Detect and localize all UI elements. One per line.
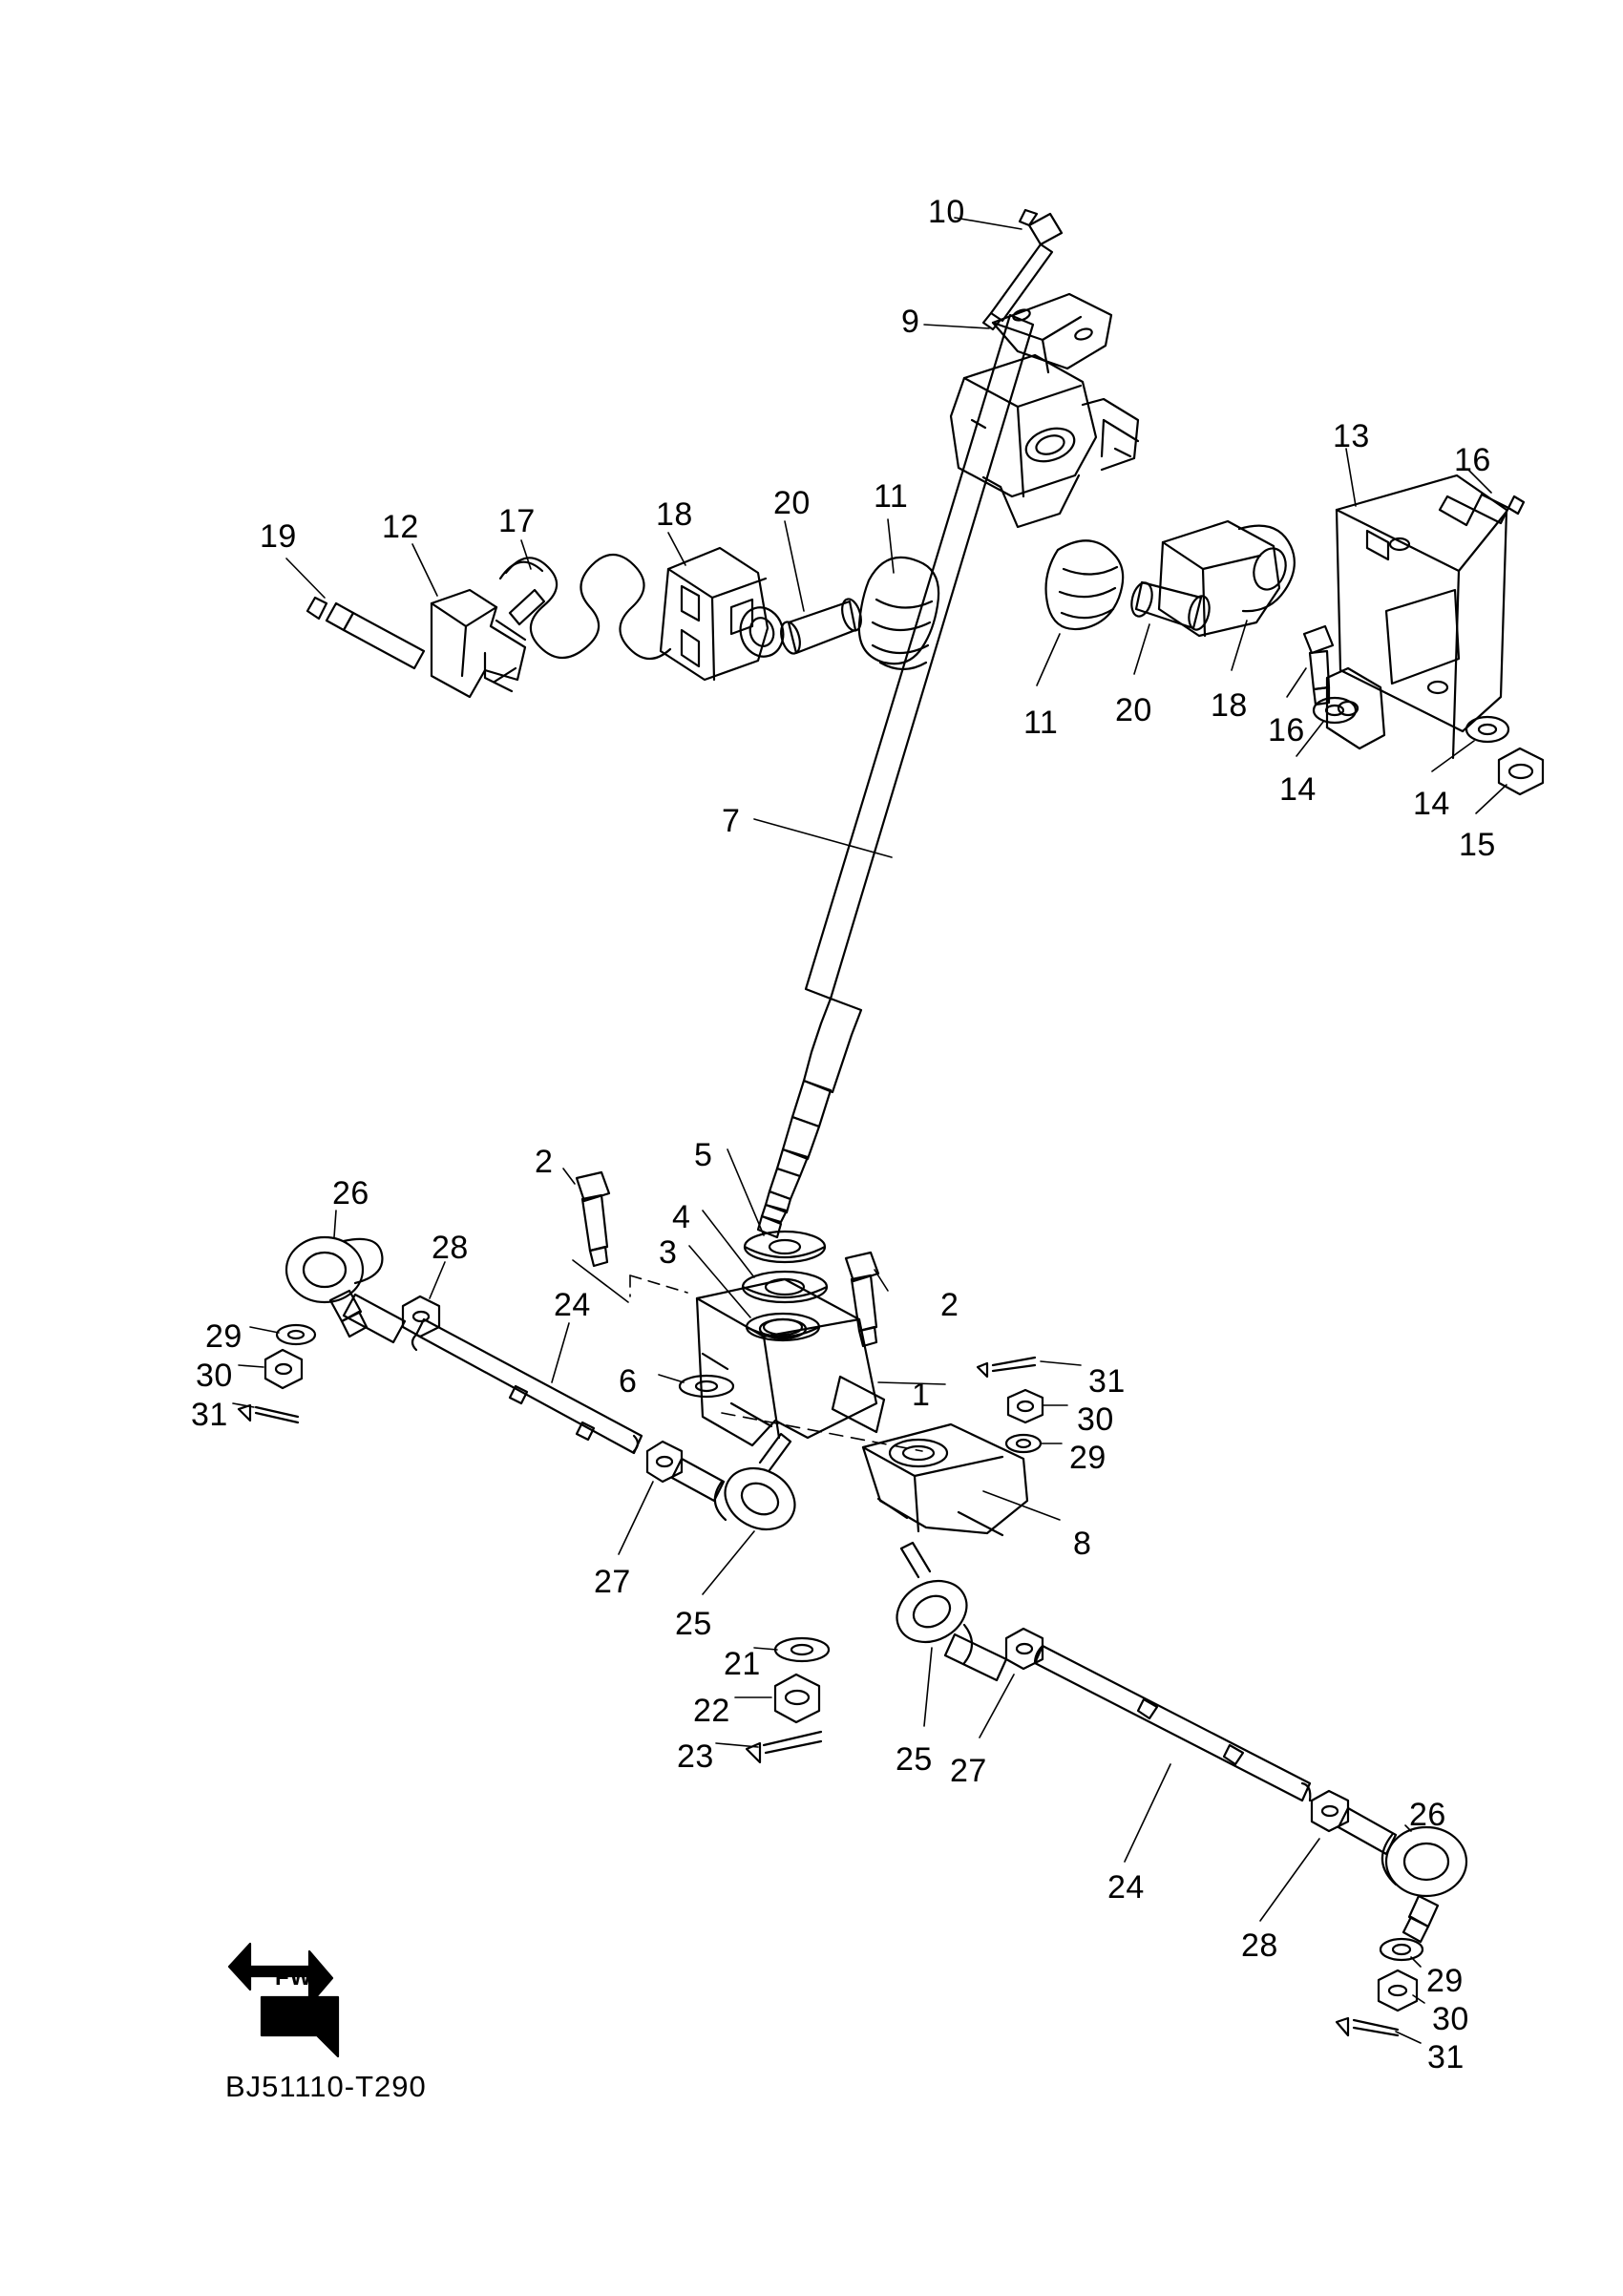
callout-31-right: 31 xyxy=(1427,2039,1465,2075)
callout-16-right: 16 xyxy=(1454,442,1491,478)
callout-18-right: 18 xyxy=(1211,687,1248,724)
part-washer-29-right xyxy=(1381,1939,1423,1960)
part-holder-18-right xyxy=(1159,521,1295,636)
callout-14-b: 14 xyxy=(1413,786,1450,822)
callout-4: 4 xyxy=(672,1199,691,1235)
callout-26-right: 26 xyxy=(1409,1797,1446,1833)
part-bolt-16-right xyxy=(1440,495,1524,525)
callout-12: 12 xyxy=(382,509,419,545)
part-nut-28-left xyxy=(403,1296,439,1337)
forward-direction-arrow-shape xyxy=(229,1944,338,2056)
callout-7: 7 xyxy=(722,803,741,839)
part-cotter-pin-31-center xyxy=(978,1358,1035,1377)
part-bolt-16-left xyxy=(1304,626,1333,705)
callout-1: 1 xyxy=(912,1377,931,1413)
part-spring-17 xyxy=(500,555,670,659)
part-nut-27-left xyxy=(647,1442,682,1482)
callout-9: 9 xyxy=(901,304,920,340)
part-washer-21 xyxy=(775,1638,829,1661)
callout-24-left: 24 xyxy=(554,1287,591,1323)
callout-14-a: 14 xyxy=(1279,771,1317,808)
callout-29-left: 29 xyxy=(205,1318,242,1355)
part-holder-9 xyxy=(993,294,1111,372)
callout-11-right: 11 xyxy=(1023,705,1059,741)
callout-6: 6 xyxy=(619,1363,638,1400)
callout-22: 22 xyxy=(693,1693,730,1729)
part-nut-30-right xyxy=(1379,1970,1417,2011)
callout-17: 17 xyxy=(498,503,536,539)
part-nut-22 xyxy=(775,1675,819,1722)
callout-20-left: 20 xyxy=(773,485,811,521)
callout-20-right: 20 xyxy=(1115,692,1152,728)
part-bolt-19 xyxy=(307,598,424,668)
callout-24-right: 24 xyxy=(1107,1869,1145,1906)
part-washer-6 xyxy=(680,1376,733,1397)
part-ball-joint-25-right xyxy=(886,1543,1006,1680)
part-oil-seal-4 xyxy=(743,1272,827,1302)
callout-8: 8 xyxy=(1073,1526,1092,1562)
callout-30-center: 30 xyxy=(1077,1401,1114,1438)
part-bushing-20-left xyxy=(778,597,865,656)
part-lever-12 xyxy=(432,590,525,697)
callout-13: 13 xyxy=(1333,418,1370,454)
part-washer-14-b xyxy=(1466,717,1508,742)
callout-11-left: 11 xyxy=(874,478,909,515)
callout-23: 23 xyxy=(677,1738,714,1775)
part-bolt-2-left xyxy=(577,1172,609,1266)
part-washer-29-left xyxy=(277,1325,315,1344)
part-tie-rod-24-right xyxy=(1035,1646,1310,1801)
part-cotter-pin-31-left xyxy=(239,1405,298,1422)
part-dust-boot-11-left xyxy=(859,558,938,669)
part-steering-arm-8 xyxy=(863,1424,1027,1535)
callout-29-center: 29 xyxy=(1069,1440,1107,1476)
callout-30-right: 30 xyxy=(1432,2001,1469,2037)
callout-29-right: 29 xyxy=(1426,1963,1464,1999)
callout-30-left: 30 xyxy=(196,1358,233,1394)
callout-10: 10 xyxy=(928,194,965,230)
part-cotter-pin-31-right xyxy=(1337,2018,1398,2035)
callout-26-left: 26 xyxy=(332,1175,369,1211)
part-nut-28-right xyxy=(1312,1791,1348,1831)
callout-5: 5 xyxy=(694,1137,713,1173)
callout-21: 21 xyxy=(724,1646,761,1682)
part-bushing-20-right xyxy=(1128,580,1212,632)
part-washer-14-a xyxy=(1314,698,1356,723)
callout-3: 3 xyxy=(659,1234,678,1271)
part-bearing-3 xyxy=(747,1314,819,1340)
part-dust-boot-11-right xyxy=(1046,540,1124,629)
part-ball-joint-25-left xyxy=(672,1434,806,1541)
callout-19: 19 xyxy=(260,518,297,555)
part-tie-rod-end-26-right xyxy=(1338,1808,1466,1942)
part-nut-30-center xyxy=(1008,1390,1043,1422)
callout-28-right: 28 xyxy=(1241,1927,1278,1964)
callout-25-left: 25 xyxy=(675,1606,712,1642)
callout-16-left: 16 xyxy=(1268,712,1305,748)
callout-2-left: 2 xyxy=(535,1144,554,1180)
callout-18-left: 18 xyxy=(656,496,693,533)
part-washer-29-center xyxy=(1006,1435,1041,1452)
callout-31-left: 31 xyxy=(191,1397,228,1433)
part-nut-27-right xyxy=(1006,1629,1043,1669)
part-tie-rod-24-left xyxy=(412,1319,642,1453)
part-nut-30-left xyxy=(265,1350,302,1388)
part-holder-18-left xyxy=(661,548,789,680)
callout-15: 15 xyxy=(1459,827,1496,863)
callout-28-left: 28 xyxy=(432,1230,469,1266)
diagram-part-code: BJ51110-T290 xyxy=(225,2070,427,2103)
callout-27-right: 27 xyxy=(950,1753,987,1789)
part-steering-shaft-7 xyxy=(758,315,1033,1237)
callout-31-center: 31 xyxy=(1088,1363,1126,1400)
fwd-label: FWD xyxy=(275,1965,330,1991)
callout-25-right: 25 xyxy=(896,1741,933,1778)
part-washer-5 xyxy=(745,1232,825,1262)
callout-2-right: 2 xyxy=(940,1287,959,1323)
callout-27-left: 27 xyxy=(594,1564,631,1600)
part-nut-15 xyxy=(1499,748,1543,794)
